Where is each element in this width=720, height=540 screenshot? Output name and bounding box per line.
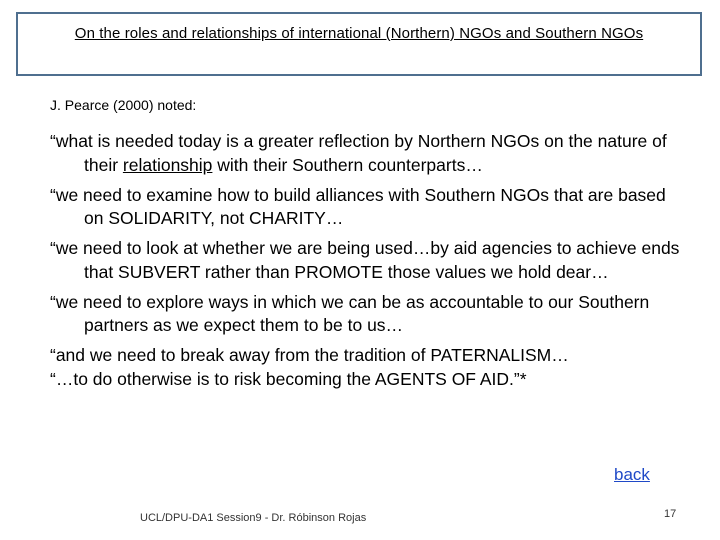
quote-text: with their Southern counterparts… <box>212 154 483 175</box>
quote-accountable: “we need to explore ways in which we can be as accountable to our Southern partners as we expect them to be to us… <box>50 291 650 335</box>
quote-text: “what is needed today is a greater reflection by Northern NGOs on the nature of their <box>50 131 667 175</box>
quote-list <box>50 130 680 398</box>
back-link[interactable]: back <box>614 465 650 484</box>
quote-relationship <box>50 130 680 177</box>
page-number: 17 <box>664 508 677 520</box>
relationship-emphasis: relationship <box>122 154 213 175</box>
slide-title: On the roles and relationships of international (Northern) NGOs and Southern NGOs <box>74 25 644 42</box>
quote-paternalism: “and we need to break away from the tradition of PATERNALISM… <box>50 345 569 365</box>
author-line: J. Pearce (2000) noted: <box>50 97 197 113</box>
quote-subvert: “we need to look at whether we are being used…by aid agencies to achieve ends that SUBVERT rather than PROMOTE those values we hold dear… <box>50 238 680 282</box>
quote-solidarity: “we need to examine how to build alliances with Southern NGOs that are based on SOLIDARITY, not CHARITY… <box>50 184 666 228</box>
quote-agents-of-aid: “…to do otherwise is to risk becoming the AGENTS OF AID.”* <box>50 368 527 389</box>
title-box <box>16 12 702 76</box>
footer-text: UCL/DPU-DA1 Session9 - Dr. Róbinson Rojas <box>140 512 367 524</box>
